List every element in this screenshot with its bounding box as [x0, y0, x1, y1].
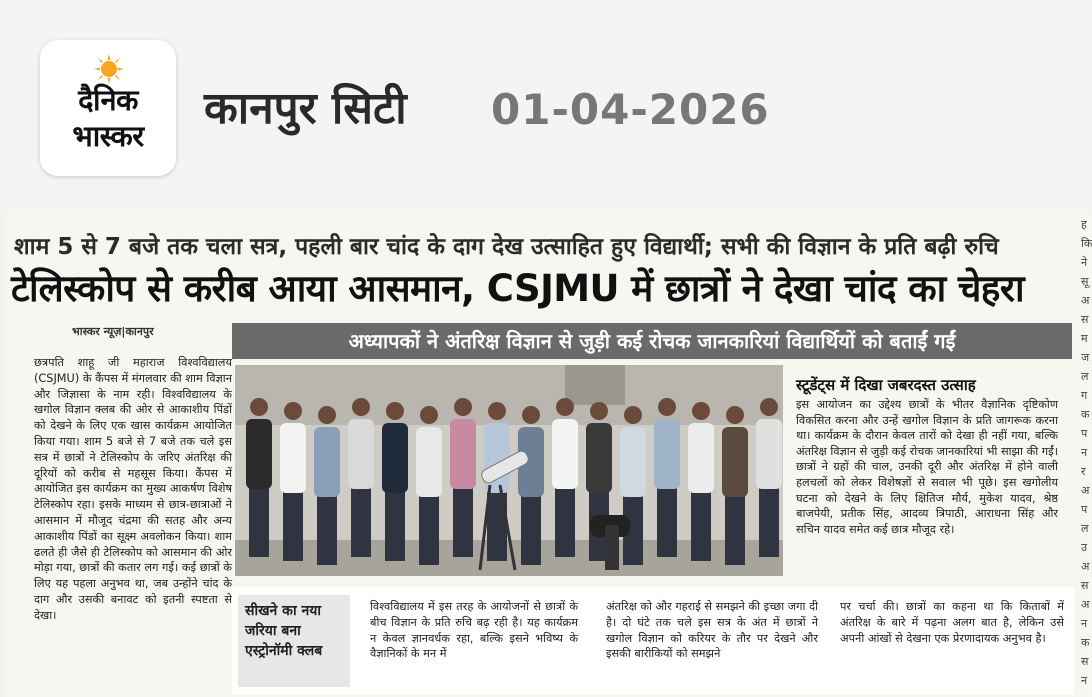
- person-figure: [280, 402, 306, 561]
- edge-fragment: स: [1081, 579, 1089, 592]
- edge-fragment: ल: [1081, 370, 1089, 383]
- person-figure: [654, 398, 680, 557]
- edge-fragment: उ: [1081, 541, 1088, 554]
- edge-fragment: प: [1081, 427, 1088, 440]
- bottom-column-1: विश्वविद्यालय में इस तरह के आयोजनों से छात्रों के बीच विज्ञान के प्रति रुचि बढ़ रही है। यह कार्यक्रम न केवल ज्ञानवर्धक रहा, बल्कि इसने भविष्य के वैज्ञानिकों के मन में: [370, 600, 578, 661]
- bottom-column-2: अंतरिक्ष को और गहराई से समझने की इच्छा जगा दी है। दो घंटे तक चले इस सत्र के अंत में छात्रों ने खगोल विज्ञान को करियर के तौर पर देखने और इसकी बारीकियों को समझने: [606, 600, 818, 661]
- dainik-bhaskar-logo[interactable]: [40, 40, 176, 176]
- person-figure: [416, 406, 442, 565]
- news-clipping: [6, 215, 1081, 697]
- promo-box: सीखने का नया जरिया बना एस्ट्रोनॉमी क्लब: [238, 595, 350, 687]
- person-figure: [552, 398, 578, 557]
- article-body-text: छत्रपति शाहू जी महाराज विश्वविद्यालय (CSJMU) के कैंपस में मंगलवार की शाम विज्ञान और जिज्ञासा के नाम रही। विश्वविद्यालय के खगोल विज्ञान क्लब की ओर से आकाशीय पिंडों को देखने के लिए एक खास कार्यक्रम आयोजित किया गया। शाम 5 बजे से 7 बजे तक चले इस सत्र में छात्रों ने टेलिस्कोप के जरिए अंतरिक्ष की दूरियों को करीब से महसूस किया। कैंपस में आयोजित इस कार्यक्रम का मुख्य आकर्षण विशेष टेलिस्कोप रहा। इसके माध्यम से छात्र-छात्राओं ने आसमान में मौजूद चंद्रमा की सतह और अन्य आकाशीय पिंडों का सूक्ष्म अवलोकन किया। शाम ढलते ही जैसे ही टेलिस्कोप को आसमान की ओर मोड़ा गया, छात्रों की कतार लग गई। कई छात्रों के लिए यह पहला अनुभव था, जब उन्होंने चांद के दाग और उसकी बनावट को इतनी स्पष्टता से देखा।: [34, 356, 232, 622]
- edge-fragment: प: [1081, 503, 1088, 516]
- subhead-banner: अध्यापकों ने अंतरिक्ष विज्ञान से जुड़ी कई रोचक जानकारियां विद्यार्थियों को बताईं गईं: [232, 323, 1072, 359]
- edge-fragment: ग: [1081, 389, 1088, 402]
- person-figure: [348, 398, 374, 557]
- page-header: [0, 0, 1091, 215]
- edge-fragment: अ: [1081, 294, 1090, 307]
- article-headline: टेलिस्कोप से करीब आया आसमान, CSJMU में छात्रों ने देखा चांद का चेहरा: [11, 267, 1024, 310]
- article-deck: शाम 5 से 7 बजे तक चला सत्र, पहली बार चांद के दाग देख उत्साहित हुए विद्यार्थी; सभी की विज्ञान के प्रति बढ़ी रुचि: [14, 234, 999, 260]
- edge-fragment: स: [1081, 313, 1089, 326]
- edge-fragment: क: [1081, 636, 1090, 649]
- logo-text-dainik: दैनिक: [78, 83, 138, 117]
- edge-fragment: र: [1081, 465, 1086, 478]
- edition-date: 01-04-2026: [491, 85, 770, 134]
- person-figure: [722, 406, 748, 565]
- edge-fragment: सू: [1081, 275, 1089, 288]
- logo-text-bhaskar: भास्कर: [72, 119, 144, 153]
- article-byline: भास्कर न्यूज़|कानपुर: [72, 325, 154, 338]
- edge-fragment: स: [1081, 655, 1089, 668]
- edge-fragment: ने: [1081, 256, 1088, 269]
- edition-city: कानपुर सिटी: [204, 83, 407, 134]
- edge-fragment: म: [1081, 332, 1088, 345]
- person-figure: [688, 402, 714, 561]
- edge-fragment: क: [1081, 408, 1090, 421]
- bottom-strip: [232, 587, 1074, 695]
- edge-fragment: ज: [1081, 351, 1090, 364]
- person-figure: [450, 398, 476, 557]
- edge-fragment: न: [1081, 446, 1088, 459]
- edge-fragment: न: [1081, 674, 1088, 687]
- person-figure: [620, 406, 646, 565]
- edge-fragment: कि: [1081, 237, 1092, 250]
- sun-icon: [94, 54, 124, 84]
- bottom-column-3: पर चर्चा की। छात्रों का कहना था कि किताबों में अंतरिक्ष के बारे में पढ़ना अलग बात है, लेकिन उसे अपनी आंखों से देखना एक प्रेरणादायक अनुभव है।: [840, 600, 1064, 645]
- edge-fragment: न: [1081, 617, 1088, 630]
- person-figure: [518, 406, 544, 565]
- edge-fragment: ल: [1081, 522, 1089, 535]
- edge-fragment: ह: [1081, 218, 1087, 231]
- edge-fragment: अ: [1081, 484, 1090, 497]
- adjacent-column-edge: [1081, 215, 1091, 697]
- person-figure: [314, 406, 340, 565]
- sidebar-text: इस आयोजन का उद्देश्य छात्रों के भीतर वैज्ञानिक दृष्टिकोण विकसित करना और उन्हें खगोल विज्ञान के प्रति जागरूक करना था। कार्यक्रम के दौरान केवल तारों को देखा ही नहीं गया, बल्कि अंतरिक्ष विज्ञान से जुड़ी कई रोचक जानकारियां भी साझा की गईं। छात्रों ने ग्रहों की चाल, उनकी दूरी और अंतरिक्ष में होने वाली हलचलों को लेकर विशेषज्ञों से सवाल भी पूछे। इस खगोलीय घटना को देखने के लिए क्षितिज मौर्य, मुकेश यादव, श्रेष्ठ बाजपेयी, प्रतीक सिंह, आदव्य त्रिपाठी, आराधना सिंह और सचिन यादव समेत कई छात्र मौजूद रहे।: [796, 398, 1058, 536]
- edge-fragment: अ: [1081, 560, 1090, 573]
- sidebar-heading: स्टूडेंट्स में दिखा जबरदस्त उत्साह: [796, 376, 976, 394]
- person-figure: [756, 398, 782, 557]
- person-figure: [246, 398, 272, 557]
- group-photo: [235, 365, 783, 576]
- person-figure: [382, 402, 408, 561]
- article-body: [34, 355, 232, 624]
- edge-fragment: अ: [1081, 598, 1090, 611]
